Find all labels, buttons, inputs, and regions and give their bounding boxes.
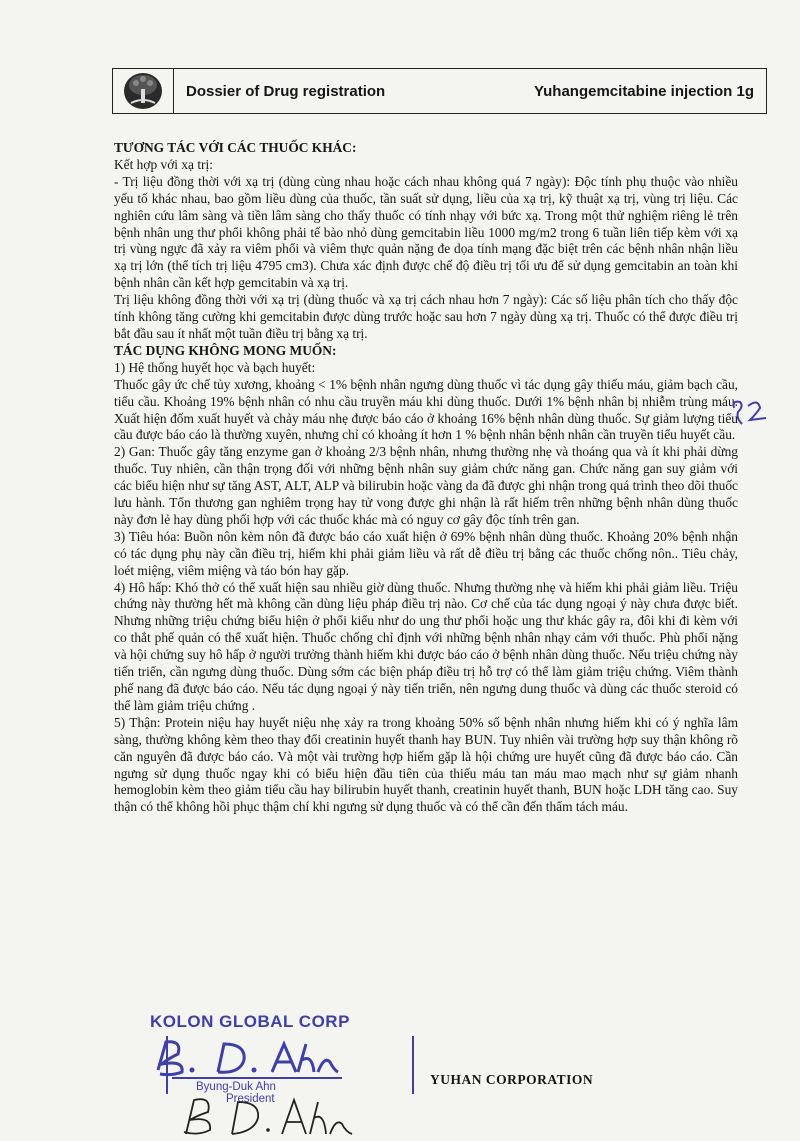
paragraph: 3) Tiêu hóa: Buồn nôn kèm nôn đã được báo cáo xuất hiện ở 69% bệnh nhân dùng thuốc. Khoảng 20% bệnh nhận có tác dụng phụ này cần điều trị, hiếm khi phải giảm liều và rất dễ điều trị bằng các thuốc chống nôn.. Tiêu chảy, loét miệng, viêm miệng và táo bón hay gặp. <box>114 528 738 578</box>
paragraph: Trị liệu không đồng thời với xạ trị (dùng thuốc và xạ trị cách nhau hơn 7 ngày): Các số liệu phân tích cho thấy độc tính không tăng cường khi gemcitabin được dùng trước hoặc sau hơn 7 ngày dùng xạ trị. Thuốc có thể được điều trị bắt đầu sau ít nhất một tuần điều trị bằng xạ trị. <box>114 292 738 341</box>
company-logo <box>113 69 174 113</box>
president-title: President <box>226 1093 275 1105</box>
paragraph: Thuốc gây ức chế tủy xương, khoảng < 1% bệnh nhân ngưng dùng thuốc vì tác dụng gây thiếu máu, giảm bạch cầu, tiểu cầu. Khoảng 19% bệnh nhân có nhu cầu truyền máu khi dùng thuốc. Dưới 1% bệnh nhân bị nhiễm trùng máu. Xuất hiện đốm xuất huyết và chảy máu nhẹ được báo cáo ở khoảng 16% bệnh nhân dùng thuốc. Sự giảm lượng tiểu cầu được báo cáo là thường xuyên, nhưng chỉ có khoảng ít hơn 1 % bệnh nhân bệnh nhân cần truyền tiểu huyết cầu. <box>114 376 738 443</box>
stamp-border-right <box>412 1036 424 1094</box>
handwritten-page-mark-icon <box>728 396 772 430</box>
paragraph: 2) Gan: Thuốc gây tăng enzyme gan ở khoảng 2/3 bệnh nhân, nhưng thường nhẹ và thoáng qua và ít khi phải dừng thuốc. Tuy nhiên, cần thận trọng đối với những bệnh nhân suy giảm chức năng gan. Chức năng gan suy giảm với các biểu hiện như sự tăng AST, ALT, ALP và bilirubin hoặc vàng da đã được ghi nhận trong quá trình theo dõi thuốc lưu hành. Tổn thương gan nghiêm trọng hay tử vong được ghi nhận là rất hiếm trên những bệnh nhân dùng thuốc này đơn lẻ hay dùng phối hợp với các thuốc khác mà có nguy cơ gây độc tính trên gan. <box>114 444 738 527</box>
header-left-title: Dossier of Drug registration <box>186 82 386 100</box>
stamp-underline <box>172 1077 342 1079</box>
yuhan-corporation-label: YUHAN CORPORATION <box>430 1072 594 1087</box>
paragraph: - Trị liệu đồng thời với xạ trị (dùng cùng nhau hoặc cách nhau không quá 7 ngày): Độc tính phụ thuộc vào nhiều yếu tố khác nhau, bao gồm liều dùng của thuốc, tần suất sử dụng, liều của xạ trị, kỹ thuật xạ trị, vùng trị liệu. Các nghiên cứu lâm sàng và tiền lâm sàng cho thấy thuốc có tính nhạy với bức xạ. Trong một thử nghiệm riêng lẻ trên bệnh nhân ung thư phổi không phải tế bào nhỏ dùng gemcitabin liều 1000 mg/m2 trong 6 tuần liên tiếp kèm với xạ trị vùng ngực đã xảy ra viêm phổi và viêm thực quản nặng đe dọa tính mạng đặc biệt trên các bệnh nhân nhận liều xạ trị lớn (thể tích trị liệu 4795 cm3). Chưa xác định được chế độ điều trị tối ưu để sử dụng gemcitabin an toàn khi bệnh nhân cần kết hợp gemcitabin và xạ trị. <box>114 173 738 291</box>
company-stamp: KOLON GLOBAL CORP <box>150 1012 350 1031</box>
handwritten-signature-icon <box>172 1090 362 1138</box>
paragraph: Kết hợp với xạ trị: <box>114 156 213 172</box>
signature-stamp-icon <box>148 1030 348 1080</box>
paragraph: 5) Thận: Protein niệu hay huyết niệu nhẹ xảy ra trong khoảng 50% số bệnh nhân nhưng hiếm khi có ý nghĩa lâm sàng, thường không kèm theo thay đổi creatinin huyết thanh hay BUN. Tuy nhiên vài trường hợp suy thận không rõ căn nguyên đã được báo cáo. Và một vài trường hợp hiếm gặp là hội chứng ure huyết cũng đã được báo cáo. Cần ngưng sử dụng thuốc ngay khi có biểu hiện đầu tiên của thiếu máu tan máu mao mạch như sự giảm nhanh hemoglobin kèm theo giảm tiểu cầu hay bilirubin huyết thanh, creatinin huyết thanh, BUN hoặc LDH tăng cao. Suy thận có thể không hồi phục thậm chí khi ngưng sử dụng thuốc và có thể cần đến thẩm tách máu. <box>114 714 738 815</box>
paragraph: 1) Hệ thống huyết học và bạch huyết: <box>114 359 316 375</box>
section-heading-interactions: TƯƠNG TÁC VỚI CÁC THUỐC KHÁC: <box>114 140 357 155</box>
paragraph: 4) Hô hấp: Khó thở có thể xuất hiện sau nhiều giờ dùng thuốc. Nhưng thường nhẹ và hiếm khi phải giảm liều. Triệu chứng này thường hết mà không cần dùng liệu pháp điều trị nào. Cơ chế của tác dụng ngoại ý này chưa được biết. Nhưng những triệu chứng biểu hiện ở phổi kiểu như do ung thư phổi hoặc ung thư khác gây ra, đôi khi đi kèm với co thắt phế quản có thể xuất hiện. Thuốc chống chỉ định với những bệnh nhân nhạy cảm với thuốc. Phù phổi nặng và hội chứng suy hô hấp ở người trưởng thành hiếm khi được báo cáo ở bệnh nhân dùng thuốc. Nếu triệu chứng này tiến triển, cần ngưng dùng thuốc. Dùng sớm các biện pháp điều trị hỗ trợ có thể làm giảm triệu chứng. Viêm thành phế nang đã được báo cáo. Nếu tác dụng ngoại ý này tiến triển, nên ngưng dung thuốc và dùng các thuốc steroid có thể làm giảm triệu chứng . <box>114 579 738 713</box>
president-name: Byung-Duk Ahn <box>196 1081 276 1093</box>
document-body <box>114 140 738 816</box>
header-right-title: Yuhangemcitabine injection 1g <box>533 82 754 100</box>
page-header <box>112 68 767 114</box>
section-heading-adverse-effects: TÁC DỤNG KHÔNG MONG MUỐN: <box>114 342 337 358</box>
tree-logo-icon <box>121 71 165 111</box>
